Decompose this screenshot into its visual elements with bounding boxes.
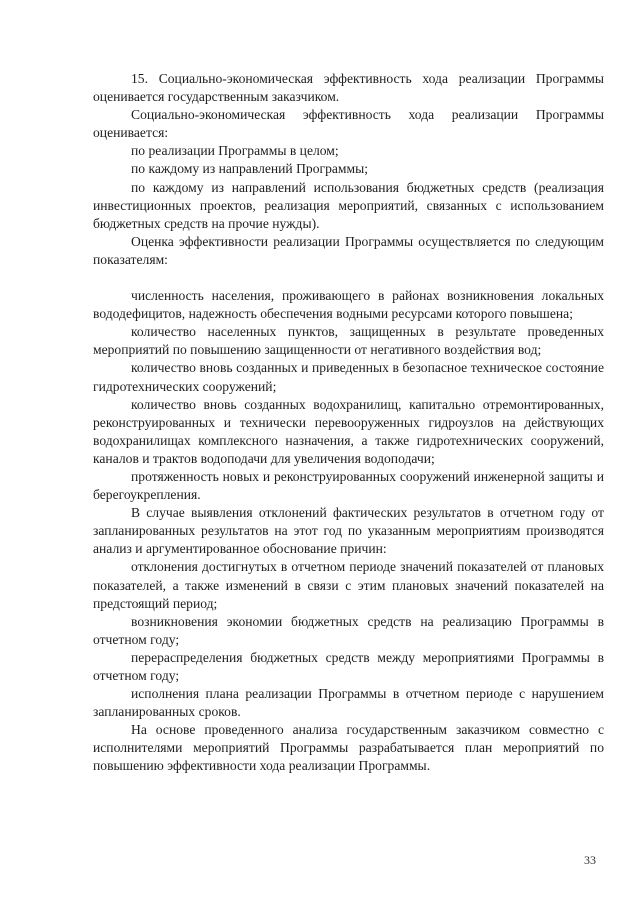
list-item-plan-delays: исполнения плана реализации Программы в отчетном периоде с нарушением запланированных сроков. xyxy=(93,686,604,720)
page-number: 33 xyxy=(584,853,596,867)
list-item-budget-redistribution: перераспределения бюджетных средств между мероприятиями Программы в отчетном году; xyxy=(93,649,604,683)
list-item-population: численность населения, проживающего в районах возникновения локальных вододефицитов, надежность обеспечения водными ресурсами которого повышена; xyxy=(93,288,604,322)
list-item-budget-savings: возникновения экономии бюджетных средств на реализацию Программы в отчетном году; xyxy=(93,613,604,647)
list-item-hydraulic-structures: количество вновь созданных и приведенных в безопасное техническое состояние гидротехнических сооружений; xyxy=(93,360,604,394)
list-item-protection-length: протяженность новых и реконструированных сооружений инженерной защиты и берегоукрепления. xyxy=(93,468,604,503)
paragraph-deviations: В случае выявления отклонений фактических результатов в отчетном году от запланированных результатов на этот год по указанным мероприятиям производятся анализ и аргументированное обоснование причин: xyxy=(93,505,604,557)
list-item-budget-directions: по каждому из направлений использования бюджетных средств (реализация инвестиционных проектов, реализация мероприятий, связанных с использованием бюджетных средств на прочие нужды). xyxy=(93,179,604,231)
paragraph-indicators-intro: Оценка эффективности реализации Программы осуществляется по следующим показателям: xyxy=(93,233,604,267)
paragraph-section-15: 15. Социально-экономическая эффективность хода реализации Программы оценивается государственным заказчиком. xyxy=(93,71,604,105)
document-body xyxy=(93,70,604,776)
list-item-indicator-deviations: отклонения достигнутых в отчетном периоде значений показателей от плановых показателей, а также изменений в связи с этим плановых значений показателей на предстоящий период; xyxy=(93,559,604,611)
list-item-reservoirs: количество вновь созданных водохранилищ, капитально отремонтированных, реконструированных и технически перевооруженных гидроузлов на действующих водохранилищах комплексного назначения, а также гидротехнических сооружений, каналов и трактов водоподачи для увеличения водоподачи; xyxy=(93,396,604,466)
list-item-program-overall: по реализации Программы в целом; xyxy=(131,143,339,159)
paragraph-improvement-plan: На основе проведенного анализа государственным заказчиком совместно с исполнителями мероприятий Программы разрабатывается план мероприятий по повышению эффективности хода реализации Программы. xyxy=(93,722,604,774)
list-item-settlements: количество населенных пунктов, защищенных в результате проведенных мероприятий по повышению защищенности от негативного воздействия вод; xyxy=(93,324,604,358)
list-item-program-directions: по каждому из направлений Программы; xyxy=(131,161,369,177)
paragraph-gap xyxy=(93,269,604,287)
paragraph-evaluation-intro: Социально-экономическая эффективность хода реализации Программы оценивается: xyxy=(93,107,604,141)
